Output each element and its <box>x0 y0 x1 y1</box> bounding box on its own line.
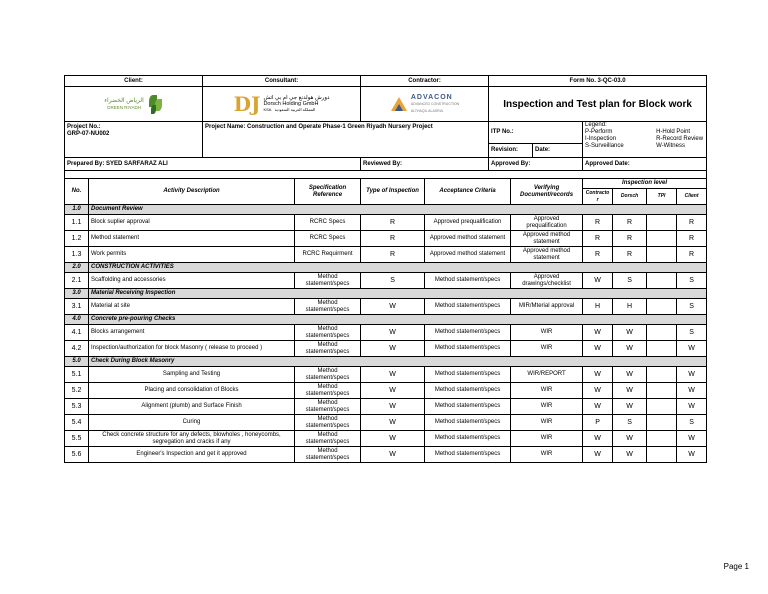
type-of-inspection: W <box>361 383 425 399</box>
level-tpi <box>647 215 677 231</box>
col-contractor: Contracto r <box>583 189 613 205</box>
specification-reference: RCRC Specs <box>295 215 361 231</box>
level-contractor: W <box>583 341 613 357</box>
level-contractor: W <box>583 399 613 415</box>
acceptance-criteria: Method statement/specs <box>425 367 511 383</box>
activity-description: Placing and consolidation of Blocks <box>89 383 295 399</box>
type-of-inspection: W <box>361 415 425 431</box>
activity-row <box>65 247 707 263</box>
type-of-inspection: R <box>361 215 425 231</box>
level-dorsch: H <box>613 299 647 315</box>
level-dorsch: R <box>613 231 647 247</box>
itp-sheet <box>64 75 706 463</box>
level-client: R <box>677 215 707 231</box>
section-title: CONSTRUCTION ACTIVITIES <box>89 263 707 273</box>
level-client: W <box>677 367 707 383</box>
level-client: W <box>677 447 707 463</box>
consultant-logo-cell <box>203 87 361 122</box>
verifying-document: WIR <box>511 447 583 463</box>
form-number: Form No. 3-QC-03.0 <box>489 76 707 87</box>
level-dorsch: W <box>613 383 647 399</box>
project-no-label: Project No.: <box>67 124 101 130</box>
section-number: 3.0 <box>65 289 89 299</box>
legend-title: Legend: <box>585 122 607 128</box>
activity-row <box>65 447 707 463</box>
level-tpi <box>647 399 677 415</box>
client-logo-cell <box>65 87 203 122</box>
section-number: 2.0 <box>65 263 89 273</box>
specification-reference: RCRC Requirment <box>295 247 361 263</box>
level-client: W <box>677 431 707 447</box>
verifying-document: Approved method statement <box>511 231 583 247</box>
specification-reference: Method statement/specs <box>295 399 361 415</box>
activity-row <box>65 399 707 415</box>
level-contractor: R <box>583 215 613 231</box>
advacon-logo <box>363 94 486 115</box>
level-client: W <box>677 399 707 415</box>
dorsch-english-name: Dorsch Holding GmbH <box>263 101 319 107</box>
type-of-inspection: W <box>361 325 425 341</box>
col-inspection-level: Inspection level <box>583 179 707 189</box>
legend-r: R-Record Review <box>656 136 704 142</box>
specification-reference: Method statement/specs <box>295 431 361 447</box>
level-contractor: R <box>583 247 613 263</box>
activity-row <box>65 367 707 383</box>
acceptance-criteria: Approved method statement <box>425 231 511 247</box>
project-no-cell <box>65 122 203 158</box>
acceptance-criteria: Method statement/specs <box>425 273 511 289</box>
section-row <box>65 289 707 299</box>
section-row <box>65 263 707 273</box>
advacon-mark-icon <box>390 95 408 113</box>
level-contractor: W <box>583 383 613 399</box>
advacon-name: ADVACON <box>410 93 453 101</box>
activity-description: Check concrete structure for any defects, blowholes , honeycombs, segregation and cracks if any <box>89 431 295 447</box>
level-client: S <box>677 273 707 289</box>
level-tpi <box>647 231 677 247</box>
activity-number: 5.1 <box>65 367 89 383</box>
type-of-inspection: W <box>361 399 425 415</box>
col-verifying: Verifying Document/records <box>511 179 583 205</box>
acceptance-criteria: Method statement/specs <box>425 325 511 341</box>
level-tpi <box>647 415 677 431</box>
activity-description: Sampling and Testing <box>89 367 295 383</box>
level-dorsch: W <box>613 431 647 447</box>
level-tpi <box>647 341 677 357</box>
level-tpi <box>647 447 677 463</box>
acceptance-criteria: Method statement/specs <box>425 415 511 431</box>
legend <box>583 122 707 158</box>
activity-description: Method statement <box>89 231 295 247</box>
verifying-document: Approved method statement <box>511 247 583 263</box>
date-label: Date: <box>533 144 583 158</box>
contractor-label: Contractor: <box>361 76 489 87</box>
activity-number: 5.5 <box>65 431 89 447</box>
level-contractor: W <box>583 431 613 447</box>
activity-description: Material at site <box>89 299 295 315</box>
section-row <box>65 315 707 325</box>
section-title: Document Review <box>89 205 707 215</box>
activity-number: 1.1 <box>65 215 89 231</box>
acceptance-criteria: Approved prequalification <box>425 215 511 231</box>
activity-description: Alignment (plumb) and Surface Finish <box>89 399 295 415</box>
section-row <box>65 357 707 367</box>
page-number: Page 1 <box>723 562 749 571</box>
level-client: S <box>677 325 707 341</box>
acceptance-criteria: Method statement/specs <box>425 399 511 415</box>
col-type: Type of Inspection <box>361 179 425 205</box>
col-no: No. <box>65 179 89 205</box>
section-number: 1.0 <box>65 205 89 215</box>
col-acceptance: Acceptance Criteria <box>425 179 511 205</box>
advacon-sub: ADVANCED CONSTRUCTION <box>410 101 460 106</box>
revision-label: Revision: <box>489 144 533 158</box>
activity-description: Blocks arrangement <box>89 325 295 341</box>
level-client: R <box>677 247 707 263</box>
client-label: Client: <box>65 76 203 87</box>
level-dorsch: W <box>613 447 647 463</box>
specification-reference: Method statement/specs <box>295 415 361 431</box>
section-number: 4.0 <box>65 315 89 325</box>
activity-description: Inspection/authorization for block Masonry ( release to proceed ) <box>89 341 295 357</box>
approved-date: Approved Date: <box>583 158 707 171</box>
dorsch-logo <box>205 93 358 115</box>
activity-row <box>65 215 707 231</box>
verifying-document: Approved drawings/checklist <box>511 273 583 289</box>
itp-title: Inspection and Test plan for Block work <box>489 87 707 122</box>
activity-description: Scaffolding and accessories <box>89 273 295 289</box>
level-dorsch: R <box>613 215 647 231</box>
consultant-label: Consultant: <box>203 76 361 87</box>
verifying-document: WIR <box>511 431 583 447</box>
activity-number: 4.2 <box>65 341 89 357</box>
legend-s: S-Surveillance <box>585 143 624 149</box>
dorsch-arabic-name: دورش هولدنغ جي ام بي اتش <box>263 95 330 101</box>
itp-table <box>64 75 707 463</box>
activity-number: 5.2 <box>65 383 89 399</box>
section-title: Material Receiving Inspection <box>89 289 707 299</box>
acceptance-criteria: Method statement/specs <box>425 447 511 463</box>
verifying-document: WIR/REPORT <box>511 367 583 383</box>
acceptance-criteria: Method statement/specs <box>425 431 511 447</box>
level-contractor: P <box>583 415 613 431</box>
level-contractor: H <box>583 299 613 315</box>
project-no-value: GRP-07-NU002 <box>67 131 110 137</box>
activity-row <box>65 273 707 289</box>
legend-i: I-Inspection <box>585 136 617 142</box>
level-tpi <box>647 273 677 289</box>
specification-reference: Method statement/specs <box>295 367 361 383</box>
acceptance-criteria: Method statement/specs <box>425 299 511 315</box>
verifying-document: MIR/Mterial approval <box>511 299 583 315</box>
level-tpi <box>647 299 677 315</box>
specification-reference: Method statement/specs <box>295 273 361 289</box>
level-dorsch: W <box>613 367 647 383</box>
green-riyadh-arabic-text-left: الرياض الخضراء GREEN RIYADH <box>104 98 144 110</box>
verifying-document: WIR <box>511 399 583 415</box>
dorsch-sub: KSA <box>263 107 272 112</box>
level-tpi <box>647 383 677 399</box>
prepared-by: Prepared By: SYED SARFARAZ ALI <box>65 158 361 171</box>
level-dorsch: S <box>613 273 647 289</box>
activity-row <box>65 431 707 447</box>
level-client: W <box>677 383 707 399</box>
itp-no-label: ITP No.: <box>489 122 583 144</box>
col-spec: Specification Reference <box>295 179 361 205</box>
type-of-inspection: R <box>361 247 425 263</box>
specification-reference: Method statement/specs <box>295 341 361 357</box>
level-dorsch: S <box>613 415 647 431</box>
specification-reference: Method statement/specs <box>295 383 361 399</box>
project-name: Project Name: Construction and Operate Phase-1 Green Riyadh Nursery Project <box>203 122 489 158</box>
verifying-document: Approved prequalification <box>511 215 583 231</box>
activity-number: 1.3 <box>65 247 89 263</box>
level-dorsch: W <box>613 341 647 357</box>
activity-number: 5.6 <box>65 447 89 463</box>
type-of-inspection: S <box>361 273 425 289</box>
acceptance-criteria: Approved method statement <box>425 247 511 263</box>
section-title: Check During Block Masonry <box>89 357 707 367</box>
type-of-inspection: R <box>361 231 425 247</box>
section-row <box>65 205 707 215</box>
verifying-document: WIR <box>511 415 583 431</box>
section-title: Concrete pre-pouring Checks <box>89 315 707 325</box>
level-client: R <box>677 231 707 247</box>
type-of-inspection: W <box>361 299 425 315</box>
reviewed-by: Reviewed By: <box>361 158 489 171</box>
activity-row <box>65 415 707 431</box>
activity-number: 2.1 <box>65 273 89 289</box>
dorsch-sub-arabic: المملكة العربية السعودية <box>274 107 316 112</box>
contractor-logo-cell <box>361 87 489 122</box>
activity-description: Work permits <box>89 247 295 263</box>
level-dorsch: W <box>613 325 647 341</box>
activity-row <box>65 299 707 315</box>
activity-row <box>65 325 707 341</box>
green-riyadh-mark-icon <box>147 93 163 115</box>
level-tpi <box>647 325 677 341</box>
activity-row <box>65 231 707 247</box>
level-tpi <box>647 367 677 383</box>
level-contractor: W <box>583 367 613 383</box>
activity-description: Engineer's Inspection and get it approved <box>89 447 295 463</box>
level-client: S <box>677 415 707 431</box>
approved-by: Approved By: <box>489 158 583 171</box>
level-dorsch: R <box>613 247 647 263</box>
col-client: Client <box>677 189 707 205</box>
type-of-inspection: W <box>361 431 425 447</box>
specification-reference: Method statement/specs <box>295 447 361 463</box>
legend-w: W-Witness <box>656 143 685 149</box>
activity-number: 5.4 <box>65 415 89 431</box>
level-client: W <box>677 341 707 357</box>
type-of-inspection: W <box>361 367 425 383</box>
type-of-inspection: W <box>361 341 425 357</box>
verifying-document: WIR <box>511 325 583 341</box>
activity-row <box>65 341 707 357</box>
legend-p: P-Perform <box>585 129 613 135</box>
level-contractor: W <box>583 325 613 341</box>
level-tpi <box>647 247 677 263</box>
acceptance-criteria: Method statement/specs <box>425 341 511 357</box>
green-riyadh-logo <box>67 93 200 115</box>
specification-reference: Method statement/specs <box>295 325 361 341</box>
activity-number: 1.2 <box>65 231 89 247</box>
col-activity: Activity Description <box>89 179 295 205</box>
activity-row <box>65 383 707 399</box>
activity-number: 5.3 <box>65 399 89 415</box>
section-number: 5.0 <box>65 357 89 367</box>
dorsch-dj-mark: DJ <box>233 92 261 116</box>
activity-number: 3.1 <box>65 299 89 315</box>
level-tpi <box>647 431 677 447</box>
verifying-document: WIR <box>511 383 583 399</box>
legend-h: H-Hold Point <box>656 129 691 135</box>
activity-description: Block suplier approval <box>89 215 295 231</box>
type-of-inspection: W <box>361 447 425 463</box>
specification-reference: RCRC Specs <box>295 231 361 247</box>
col-dorsch: Dorsch <box>613 189 647 205</box>
verifying-document: WIR <box>511 341 583 357</box>
level-contractor: R <box>583 231 613 247</box>
level-contractor: W <box>583 273 613 289</box>
level-client: S <box>677 299 707 315</box>
specification-reference: Method statement/specs <box>295 299 361 315</box>
acceptance-criteria: Method statement/specs <box>425 383 511 399</box>
level-dorsch: W <box>613 399 647 415</box>
activity-number: 4.1 <box>65 325 89 341</box>
col-tpi: TPI <box>647 189 677 205</box>
advacon-tagline: ALTHAQIL ALASRIA <box>410 108 443 113</box>
activity-description: Curing <box>89 415 295 431</box>
level-contractor: W <box>583 447 613 463</box>
